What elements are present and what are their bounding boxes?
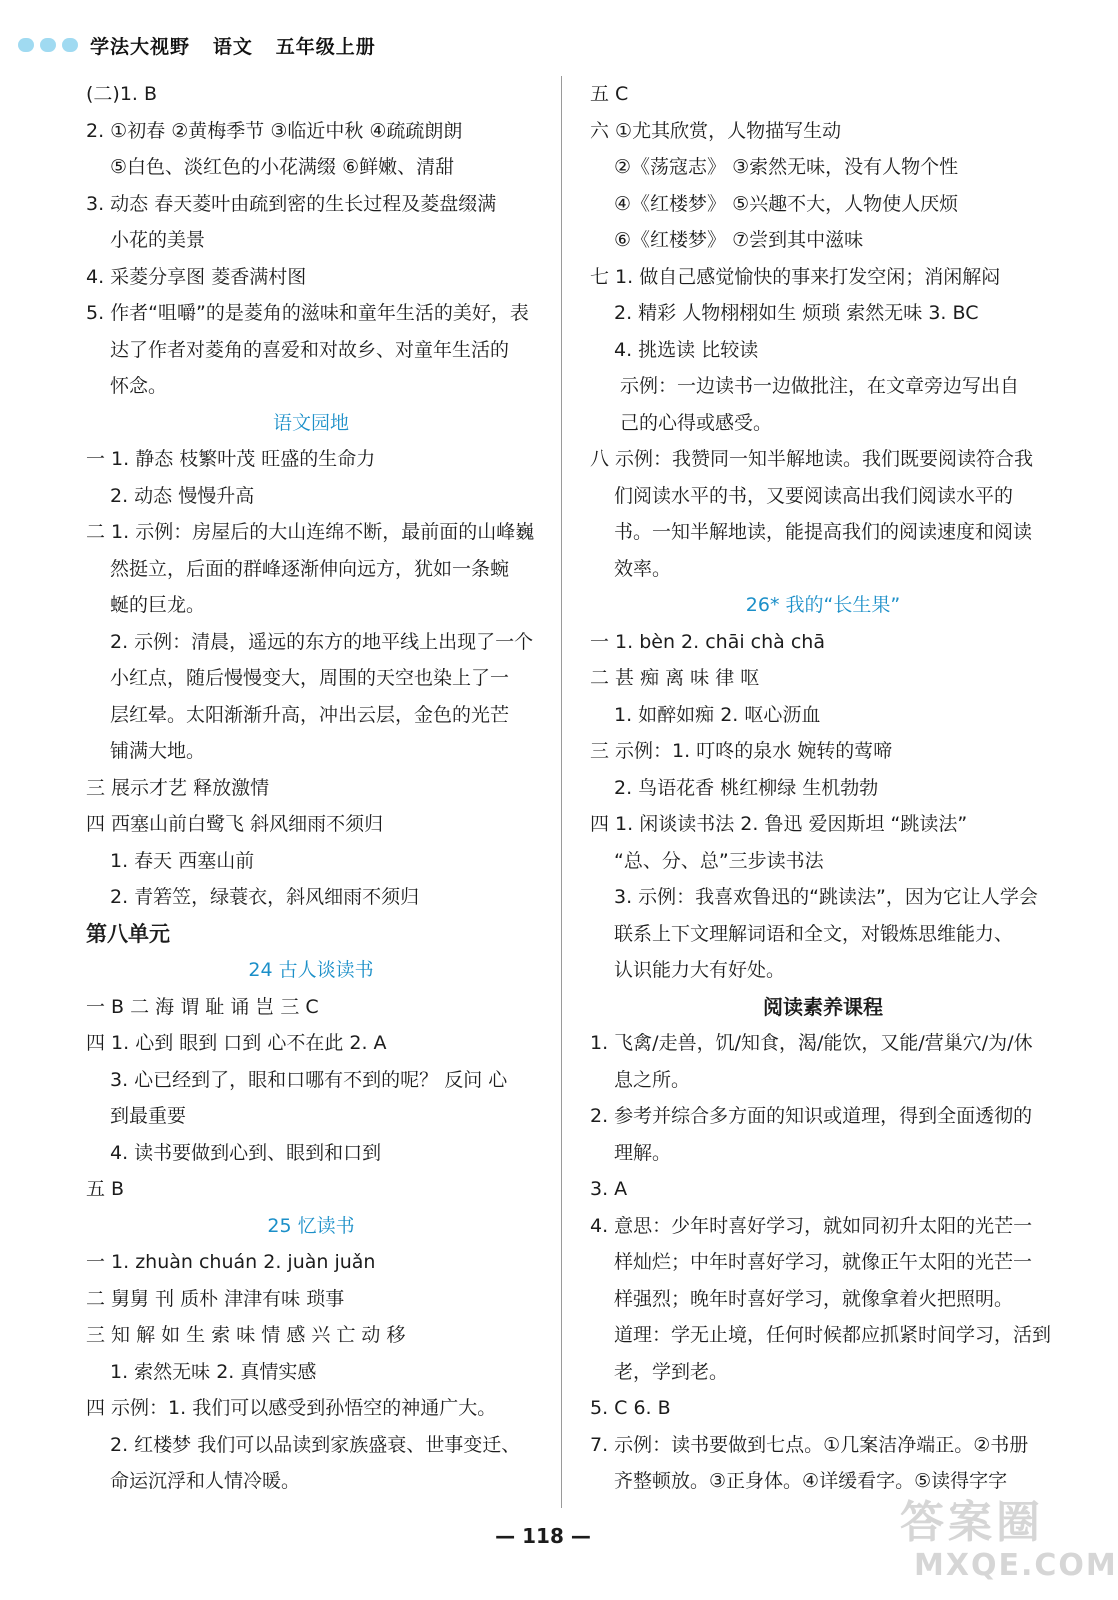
answer-line: 六 ①尤其欣赏，人物描写生动 [590,119,842,142]
answer-line: 3. 心已经到了，眼和口哪有不到的呢？ 反问 心 [110,1068,508,1091]
answer-line: 三 知 解 如 生 索 味 情 感 兴 亡 动 移 [86,1324,406,1346]
unit-heading: 第八单元 [86,921,170,946]
answer-line: 4. 挑选读 比较读 [614,338,759,361]
answer-line: 命运沉浮和人情冷暖。 [110,1470,301,1492]
answer-line: 1. 如醉如痴 2. 呕心沥血 [614,703,821,726]
answer-line: 八 示例：我赞同一知半解地读。我们既要阅读符合我 [590,448,1034,470]
answer-line: 书。一知半解地读，能提高我们的阅读速度和阅读 [614,521,1033,543]
answer-line: 到最重要 [110,1105,187,1127]
right-answer-column [590,76,1056,1500]
answer-line: 们阅读水平的书，又要阅读高出我们阅读水平的 [614,484,1014,507]
answer-line: 道理：学无止境，任何时候都应抓紧时间学习，活到 [614,1324,1052,1346]
answer-line: 己的心得或感受。 [620,411,773,434]
answer-line: 3. A [590,1178,628,1200]
answer-line: 二 甚 痴 离 味 律 呕 [590,667,760,689]
page-number: — 118 — [495,1524,591,1548]
column-divider [561,76,562,1508]
answer-line: 1. 索然无味 2. 真情实感 [110,1360,317,1383]
section-heading: 26* 我的“长生果” [745,594,901,616]
answer-line: ②《荡寇志》 ③索然无味，没有人物个性 [614,156,959,178]
answer-line: 四 西塞山前白鹭飞 斜风细雨不须归 [86,813,384,835]
answer-line: 2. 动态 慢慢升高 [110,484,255,507]
page-header [18,30,578,64]
answer-line: 小红点，随后慢慢变大，周围的天空也染上了一 [110,667,510,689]
answer-line: 2. 青箬笠，绿蓑衣，斜风细雨不须归 [110,886,420,908]
answer-line: 联系上下文理解词语和全文，对锻炼思维能力、 [614,922,1014,945]
answer-line: 样强烈；晚年时喜好学习，就像拿着火把照明。 [614,1287,1014,1310]
header-title: 学法大视野 语文 五年级上册 [90,36,376,58]
answer-line: 二 舅舅 刊 质朴 津津有味 琐事 [86,1287,345,1310]
answer-line: 四 示例：1. 我们可以感受到孙悟空的神通广大。 [86,1397,497,1419]
watermark-bottom: MXQE.COM [914,1548,1118,1583]
header-logo-icon [18,38,82,52]
watermark-logo [900,1486,1118,1590]
answer-line: 层红晕。太阳渐渐升高，冲出云层，金色的光芒 [110,703,510,726]
answer-line: 3. 动态 春天菱叶由疏到密的生长过程及菱盘缀满 [86,192,497,215]
answer-line: ⑥《红楼梦》 ⑦尝到其中滋味 [614,229,864,251]
answer-line: 1. 春天 西塞山前 [110,849,255,872]
answer-line: 七 1. 做自己感觉愉快的事来打发空闲；消闲解闷 [590,265,1001,288]
answer-line: 2. 红楼梦 我们可以品读到家族盛衰、世事变迁、 [110,1433,521,1456]
answer-line: 一 B 二 海 谓 耻 诵 岂 三 C [86,995,319,1018]
section-heading: 25 忆读书 [267,1214,355,1237]
answer-line: 2. ①初春 ②黄梅季节 ③临近中秋 ④疏疏朗朗 [86,119,463,142]
answer-line: 4. 意思：少年时喜好学习，就如同初升太阳的光芒一 [590,1214,1033,1237]
answer-line: 四 1. 心到 眼到 口到 心不在此 2. A [86,1032,387,1054]
answer-line: 5. 作者“咀嚼”的是菱角的滋味和童年生活的美好，表 [86,302,529,324]
answer-line: 然挺立，后面的群峰逐渐伸向远方，犹如一条蜿 [110,557,510,580]
answer-line: 1. 飞禽/走兽，饥/知食，渴/能饮，又能/营巢穴/为/休 [590,1032,1033,1054]
answer-line: 一 1. bèn 2. chāi chà chā [590,630,825,653]
answer-line: “总、分、总”三步读书法 [614,849,824,872]
answer-line: 一 1. zhuàn chuán 2. juàn juǎn [86,1251,376,1273]
answer-line: 2. 鸟语花香 桃红柳绿 生机勃勃 [614,776,879,799]
answer-line: 老，学到老。 [614,1360,729,1383]
answer-line: 蜒的巨龙。 [110,594,206,616]
answer-line: ④《红楼梦》 ⑤兴趣不大，人物使人厌烦 [614,192,959,215]
answer-line: 五 C [590,83,629,105]
answer-line: 4. 采菱分享图 菱香满村图 [86,265,307,288]
answer-line: 一 1. 静态 枝繁叶茂 旺盛的生命力 [86,448,376,470]
answer-line: 怀念。 [110,375,168,397]
left-answer-column [86,76,536,1500]
answer-line: 齐整顿放。③正身体。④详缓看字。⑤读得字字 [614,1470,1008,1492]
answer-line: 4. 读书要做到心到、眼到和口到 [110,1141,382,1164]
answer-line: 理解。 [614,1141,672,1164]
answer-line: 3. 示例：我喜欢鲁迅的“跳读法”，因为它让人学会 [614,886,1038,908]
answer-line: 样灿烂；中年时喜好学习，就像正午太阳的光芒一 [614,1251,1033,1273]
answer-line: 三 展示才艺 释放激情 [86,776,270,799]
answer-line: 四 1. 闲谈读书法 2. 鲁迅 爱因斯坦 “跳读法” [590,813,968,835]
answer-line: 三 示例：1. 叮咚的泉水 婉转的莺啼 [590,740,893,762]
answer-line: 二 1. 示例：房屋后的大山连绵不断，最前面的山峰巍 [86,521,535,543]
answer-line: 达了作者对菱角的喜爱和对故乡、对童年生活的 [110,338,510,361]
watermark-top: 答案圈 [900,1497,1044,1548]
answer-line: ⑤白色、淡红色的小花满缀 ⑥鲜嫩、清甜 [110,156,455,178]
section-heading: 阅读素养课程 [763,994,883,1019]
answer-line: 2. 精彩 人物栩栩如生 烦琐 索然无味 3. BC [614,302,979,324]
answer-line: 7. 示例：读书要做到七点。①几案洁净端正。②书册 [590,1433,1029,1456]
answer-line: 认识能力大有好处。 [614,959,786,981]
answer-line: 2. 参考并综合多方面的知识或道理，得到全面透彻的 [590,1105,1033,1127]
answer-line: 示例：一边读书一边做批注，在文章旁边写出自 [620,375,1020,397]
answer-line: (二)1. B [86,83,158,105]
answer-line: 铺满大地。 [110,740,206,762]
answer-line: 2. 示例：清晨，遥远的东方的地平线上出现了一个 [110,630,534,653]
answer-line: 5. C 6. B [590,1397,671,1419]
section-heading: 24 古人谈读书 [248,959,374,981]
answer-line: 息之所。 [614,1068,691,1091]
answer-line: 五 B [86,1178,125,1200]
section-heading: 语文园地 [272,411,349,434]
answer-line: 效率。 [614,557,672,580]
answer-line: 小花的美景 [110,229,206,251]
